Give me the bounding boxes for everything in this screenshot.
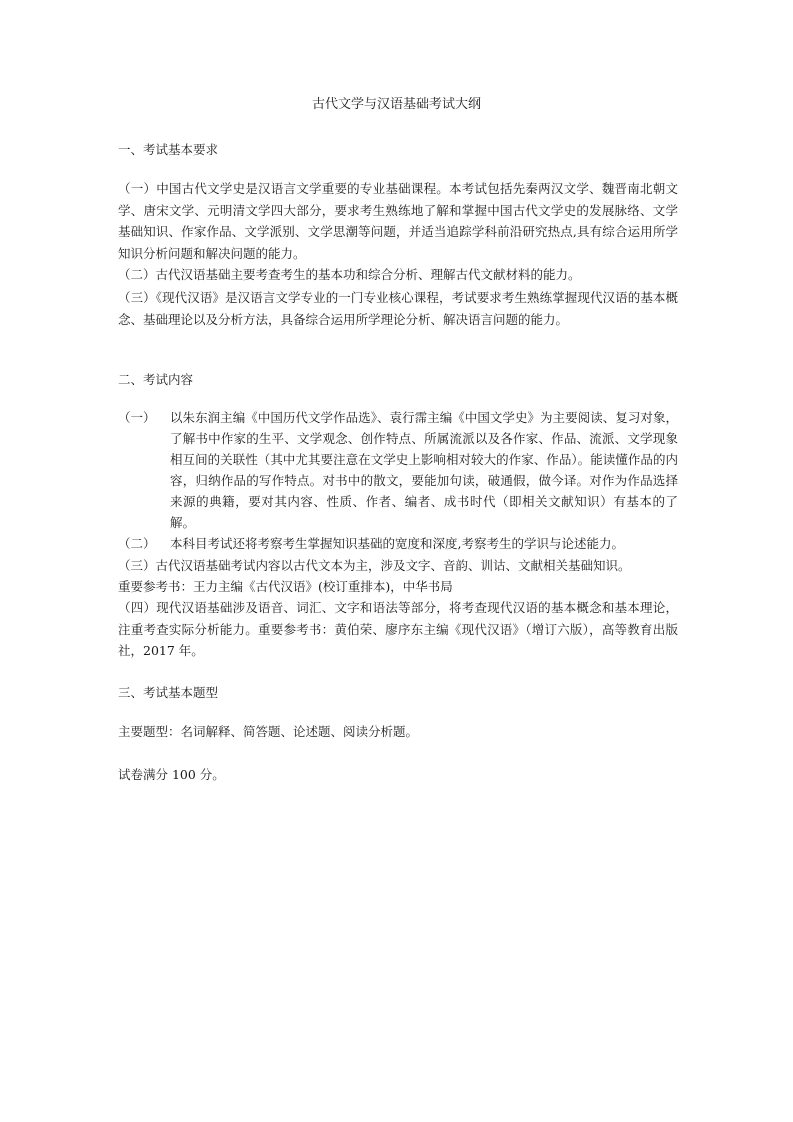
content-item-2 xyxy=(118,533,678,554)
section-heading-content: 二、考试内容 xyxy=(118,372,194,387)
content-item-4: （四）现代汉语基础涉及语音、词汇、文字和语法等部分，将考查现代汉语的基本概念和基本理论，注重考查实际分析能力。重要参考书：黄伯荣、廖序东主编《现代汉语》（增订六版），高等教育出版社，2017 年。 xyxy=(118,600,678,658)
requirement-paragraph-2: （二）古代汉语基础主要考查考生的基本功和综合分析、理解古代文献材料的能力。 xyxy=(118,267,581,282)
content-item-1-number: （一） xyxy=(118,410,156,425)
full-score-text: 试卷满分 100 分。 xyxy=(118,767,225,782)
content-item-2-text: 本科目考试还将考察考生掌握知识基础的宽度和深度,考察考生的学识与论述能力。 xyxy=(170,536,624,551)
content-item-3: （三）古代汉语基础考试内容以古代文本为主，涉及文字、音韵、训诂、文献相关基础知识。 xyxy=(118,558,631,573)
content-item-1 xyxy=(118,407,678,533)
content-item-2-number: （二） xyxy=(118,536,156,551)
content-item-1-text: 以朱东润主编《中国历代文学作品选》、袁行霈主编《中国文学史》为主要阅读、复习对象，了解书中作家的生平、文学观念、创作特点、所属流派以及各作家、作品、流派、文学现象相互间的关联性（其中尤其要注意在文学史上影响相对较大的作家、作品）。能读懂作品的内容，归纳作品的写作特点。对书中的散文，要能加句读，破通假，做今译。对作为作品选择来源的典籍，要对其内容、性质、作者、编者、成书时代（即相关文献知识）有基本的了解。 xyxy=(170,410,678,530)
section-heading-question-types: 三、考试基本题型 xyxy=(118,685,219,700)
document-title: 古代文学与汉语基础考试大纲 xyxy=(311,97,481,112)
section-heading-requirements: 一、考试基本要求 xyxy=(118,142,219,157)
requirement-paragraph-1: （一）中国古代文学史是汉语言文学重要的专业基础课程。本考试包括先秦两汉文学、魏晋南北朝文学、唐宋文学、元明清文学四大部分，要求考生熟练地了解和掌握中国古代文学史的发展脉络、文学基础知识、作家作品、文学派别、文学思潮等问题，并适当追踪学科前沿研究热点,具有综合运用所学知识分析问题和解决问题的能力。 xyxy=(118,181,678,261)
requirement-paragraph-3: （三）《现代汉语》是汉语言文学专业的一门专业核心课程，考试要求考生熟练掌握现代汉语的基本概念、基础理论以及分析方法，具备综合运用所学理论分析、解决语言问题的能力。 xyxy=(118,290,678,327)
question-types-text: 主要题型：名词解释、简答题、论述题、阅读分析题。 xyxy=(118,724,419,739)
content-item-3-reference: 重要参考书：王力主编《古代汉语》(校订重排本)，中华书局 xyxy=(118,579,453,594)
